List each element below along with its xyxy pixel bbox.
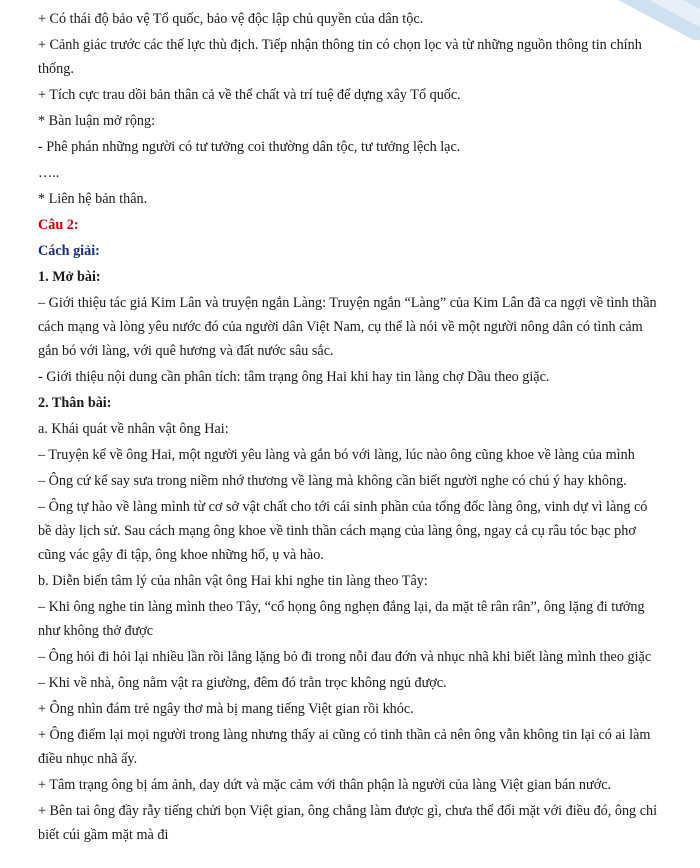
paragraph: b. Diễn biến tâm lý của nhân vật ông Hai khi nghe tin làng theo Tây: [38,573,428,589]
paragraph: + Có thái độ bảo vệ Tổ quốc, bảo vệ độc lập chủ quyền của dân tộc. [38,11,424,27]
paragraph: + Ông điểm lại mọi người trong làng nhưng thấy ai cũng có tinh thần cả nên ông vẫn không tin lại có ai làm điều nhục nhã ấy. [38,727,651,767]
solution-heading: Cách giải: [38,243,100,259]
paragraph: – Ông tự hào về làng mình từ cơ sở vật chất cho tới cái sinh phần của tổng đốc làng ông, vinh dự vì làng có bề dày lịch sử. Sau cách mạng ông khoe về tinh thần cách mạng của làng ông, ngay cả cụ râu tóc bạc phơ cũng vác gậy đi tập, ông khoe những hố, ụ và hào. [38,499,648,563]
paragraph: ….. [38,165,60,181]
paragraph: – Giới thiệu tác giả Kim Lân và truyện ngắn Làng: Truyện ngắn “Làng” của Kim Lân đã ca ngợi về tình thần cách mạng và lòng yêu nước đó của người dân Việt Nam, cụ thể là nói về một người nông dân có tình cảm gắn bó với làng, với quê hương và đất nước sâu sắc. [38,295,657,359]
paragraph: * Bàn luận mở rộng: [38,113,156,129]
paragraph: + Bên tai ông đầy rẫy tiếng chửi bọn Việt gian, ông chẳng làm được gì, chưa thể đối mặt với điều đó, ông chỉ biết cúi gầm mặt mà đi [38,803,658,843]
paragraph: + Tâm trạng ông bị ám ảnh, day dứt và mặc cảm với thân phận là người của làng Việt gian bán nước. [38,777,612,793]
paragraph: - Giới thiệu nội dung cần phân tích: tâm trạng ông Hai khi hay tin làng chợ Dầu theo giặc. [38,369,550,385]
paragraph: – Ông cứ kể say sưa trong niềm nhớ thương về làng mà không cần biết người nghe có chú ý hay không. [38,473,627,489]
section-heading: 1. Mở bài: [38,269,101,285]
paragraph: + Tích cực trau dồi bản thân cả về thể chất và trí tuệ để dựng xây Tổ quốc. [38,87,461,103]
paragraph: a. Khái quát về nhân vật ông Hai: [38,421,229,437]
paragraph: + Ông nhìn đám trẻ ngây thơ mà bị mang tiếng Việt gian rồi khóc. [38,701,414,717]
paragraph: – Ông hỏi đi hỏi lại nhiều lần rồi lẳng lặng bỏ đi trong nỗi đau đớn và nhục nhã khi biết làng mình theo giặc [38,649,652,665]
paragraph: – Khi về nhà, ông nằm vật ra giường, đêm đó trằn trọc không ngủ được. [38,675,447,691]
paragraph: + Cảnh giác trước các thế lực thù địch. Tiếp nhận thông tin có chọn lọc và từ những nguồn thông tin chính thống. [38,37,642,77]
paragraph: – Khi ông nghe tin làng mình theo Tây, “cổ họng ông nghẹn đắng lại, da mặt tê rân rân”, ông lặng đi tưởng như không thở được [38,599,645,639]
paragraph: - Phê phán những người có tư tưởng coi thường dân tộc, tư tưởng lệch lạc. [38,139,461,155]
document-body [38,7,664,849]
section-heading: 2. Thân bài: [38,395,112,411]
question-heading: Câu 2: [38,217,79,233]
paragraph: * Liên hệ bản thân. [38,191,148,207]
paragraph: – Truyện kể về ông Hai, một người yêu làng và gắn bó với làng, lúc nào ông cũng khoe về làng của mình [38,447,635,463]
